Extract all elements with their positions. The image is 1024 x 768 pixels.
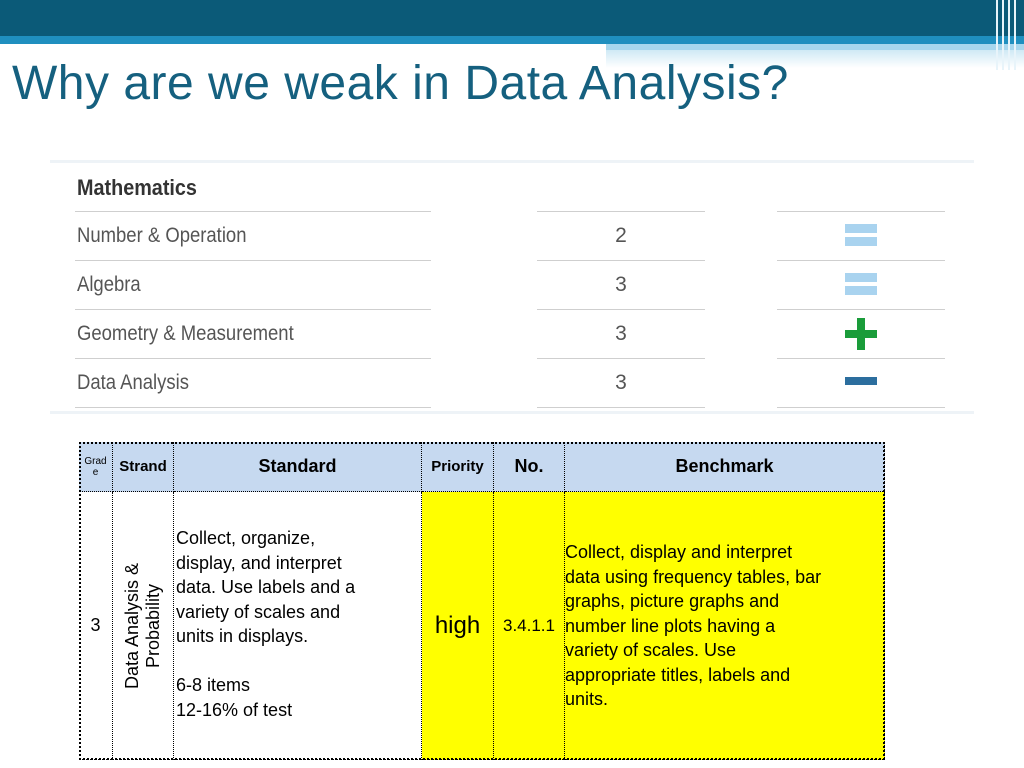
number-header: No. — [494, 442, 565, 492]
table-row — [50, 359, 974, 408]
table-bottom-border — [50, 411, 974, 414]
strand-header: Strand — [113, 442, 174, 492]
label-cell — [75, 212, 431, 261]
standard-cell: Collect, organize, display, and interpret data. Use labels and a variety of scales and units in displays. 6-8 items 12-16% of test — [174, 492, 422, 760]
strand-text: Data Analysis & Probability — [122, 562, 163, 689]
value-cell — [537, 359, 705, 408]
indicator-cell — [777, 261, 945, 310]
priority-header: Priority — [422, 442, 494, 492]
indicator-cell — [777, 359, 945, 408]
row-label: Algebra — [77, 273, 141, 296]
row-value: 3 — [615, 273, 627, 296]
table-row — [50, 310, 974, 359]
strand-cell — [113, 492, 174, 760]
header-value-cell — [537, 163, 705, 212]
grade-header — [79, 442, 113, 492]
slide-title: Why are we weak in Data Analysis? — [12, 57, 789, 110]
row-value: 3 — [615, 322, 627, 345]
grade-cell: 3 — [79, 492, 113, 760]
table-heading: Mathematics — [77, 175, 197, 200]
table-row — [50, 212, 974, 261]
table-header-row — [50, 163, 974, 212]
header-cell — [75, 163, 431, 212]
header-white-strip — [0, 44, 606, 50]
row-label: Data Analysis — [77, 371, 189, 394]
row-value: 3 — [615, 371, 627, 394]
value-cell — [537, 261, 705, 310]
value-cell — [537, 212, 705, 261]
benchmark-header: Benchmark — [565, 442, 885, 492]
row-label: Geometry & Measurement — [77, 322, 294, 345]
grade-header-text: Grade — [84, 455, 107, 478]
equals-icon — [845, 224, 877, 246]
standards-table — [79, 442, 885, 760]
header-indicator-cell — [777, 163, 945, 212]
plus-icon — [845, 318, 877, 350]
label-cell — [75, 359, 431, 408]
indicator-cell — [777, 310, 945, 359]
label-cell — [75, 310, 431, 359]
number-cell: 3.4.1.1 — [494, 492, 565, 760]
standard-header: Standard — [174, 442, 422, 492]
table-row — [50, 261, 974, 310]
minus-icon — [845, 377, 877, 385]
priority-cell: high — [422, 492, 494, 760]
equals-icon — [845, 273, 877, 295]
mathematics-table — [50, 160, 974, 416]
value-cell — [537, 310, 705, 359]
row-label: Number & Operation — [77, 224, 247, 247]
header-accent-bar — [0, 36, 1024, 44]
header-stripes — [992, 0, 1024, 70]
label-cell — [75, 261, 431, 310]
indicator-cell — [777, 212, 945, 261]
row-value: 2 — [615, 224, 627, 247]
header-banner — [0, 0, 1024, 36]
benchmark-cell: Collect, display and interpret data using frequency tables, bar graphs, picture graphs and number line plots having a variety of scales. Use appropriate titles, labels and units. — [565, 492, 885, 760]
